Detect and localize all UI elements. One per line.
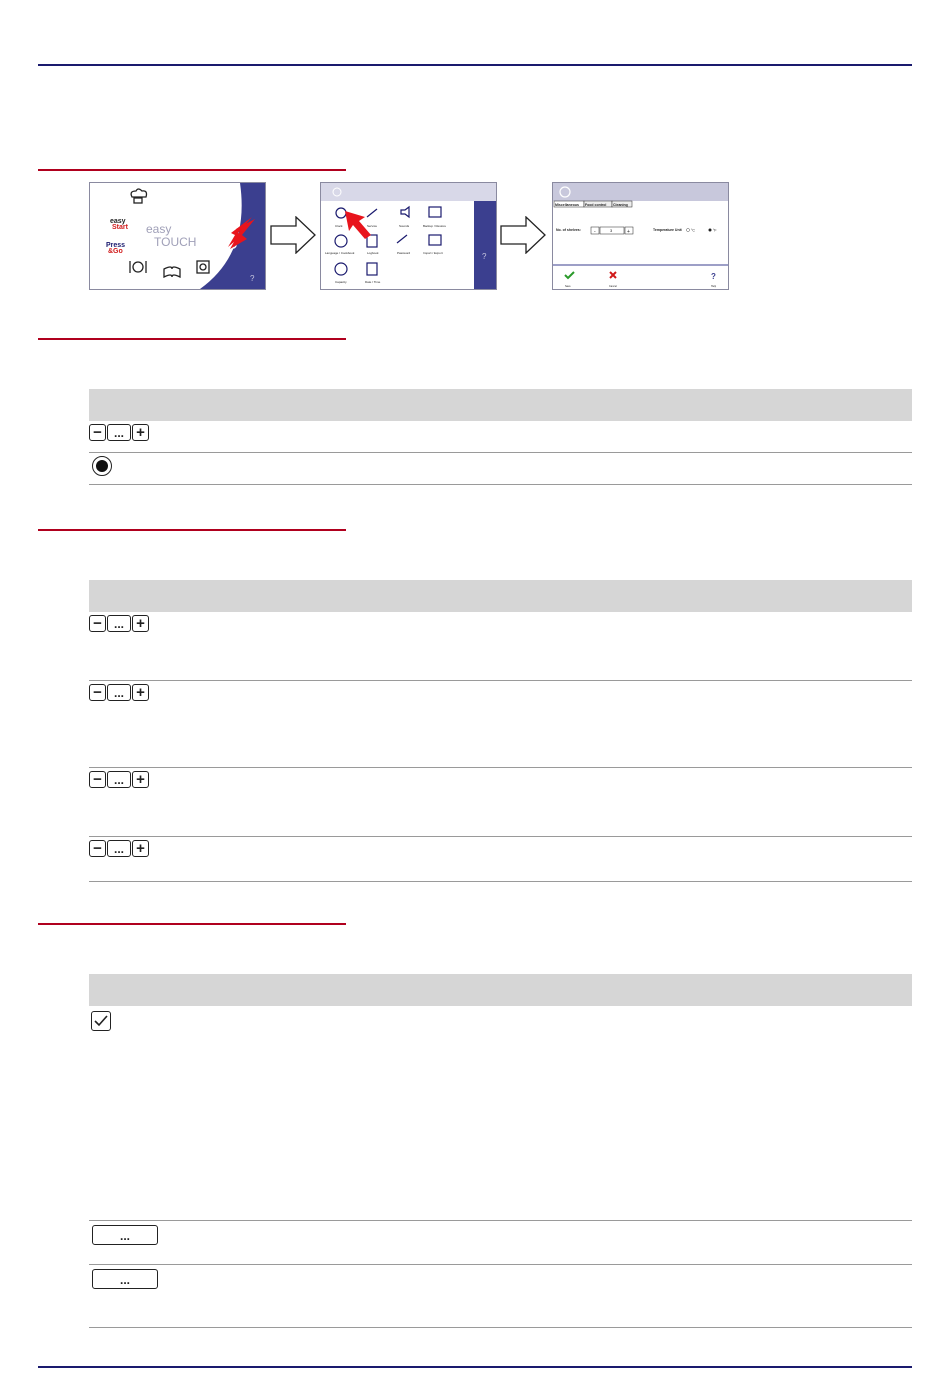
settings-screen-graphic	[321, 183, 496, 289]
settings-card-icon	[197, 261, 209, 273]
language-icon	[335, 235, 347, 247]
settings-item-sounds: Sounds	[399, 224, 410, 228]
dots-button[interactable]: ...	[92, 1269, 158, 1289]
plate-icon	[130, 261, 146, 273]
table-row	[89, 453, 912, 485]
value-stepper[interactable]	[89, 771, 149, 788]
logo-touch: TOUCH	[154, 235, 197, 249]
minus-icon[interactable]: −	[89, 615, 106, 632]
misc-help: Help	[711, 285, 717, 288]
misc-tab-food-control: Food control	[585, 203, 607, 207]
value-stepper[interactable]	[89, 840, 149, 857]
password-icon	[397, 235, 407, 243]
settings-item-capacity: Capacity	[335, 280, 347, 284]
capacity-icon	[335, 263, 347, 275]
clock-icon	[336, 208, 346, 218]
section-rule-1	[38, 169, 346, 171]
misc-shelves-value: 3	[610, 228, 613, 233]
book-icon	[164, 267, 180, 277]
easy-start-label-2: Start	[112, 224, 128, 231]
sounds-icon	[401, 207, 409, 217]
table-row	[89, 1221, 912, 1265]
table-row	[89, 1006, 912, 1221]
settings-item-logbook: Logbook	[367, 251, 379, 255]
table-row	[89, 837, 912, 882]
flow-arrow-icon	[270, 216, 316, 254]
shelves-stepper[interactable]	[89, 424, 149, 441]
plus-icon[interactable]: +	[132, 684, 149, 701]
misc-shelves-label: No. of shelves:	[556, 228, 581, 232]
date-time-icon	[367, 263, 377, 275]
section-rule-4	[38, 923, 346, 925]
bottom-rule	[38, 1366, 912, 1368]
value-stepper[interactable]	[89, 684, 149, 701]
dots-button[interactable]: ...	[92, 1225, 158, 1245]
table-3	[89, 974, 912, 1328]
logo-easy: easy	[146, 222, 172, 236]
home-screen-thumbnail	[89, 182, 266, 290]
value-stepper[interactable]	[89, 615, 149, 632]
table-row	[89, 768, 912, 837]
value-field[interactable]: ...	[107, 424, 131, 441]
chef-hat-icon	[131, 189, 146, 203]
value-field[interactable]: ...	[107, 615, 131, 632]
home-screen-graphic	[90, 183, 265, 289]
settings-help: ?	[482, 252, 487, 261]
misc-unit-c: °C	[691, 228, 695, 233]
check-icon	[94, 1015, 108, 1027]
section-rule-3	[38, 529, 346, 531]
section-rule-2	[38, 338, 346, 340]
top-rule	[38, 64, 912, 66]
table-header	[89, 974, 912, 1006]
plus-icon[interactable]: +	[132, 840, 149, 857]
table-2	[89, 580, 912, 882]
misc-minus: -	[594, 229, 596, 235]
flow-arrow-icon	[500, 216, 546, 254]
misc-settings-thumbnail	[552, 182, 729, 290]
plus-icon[interactable]: +	[132, 424, 149, 441]
misc-temp-unit-label: Temperature Unit	[653, 228, 682, 232]
settings-item-language: Language / Cookbook	[325, 251, 355, 255]
settings-screen-thumbnail	[320, 182, 497, 290]
press-go-label-2: &Go	[108, 248, 123, 255]
home-help: ?	[250, 274, 255, 283]
value-field[interactable]: ...	[107, 771, 131, 788]
misc-cancel: Cancel	[609, 285, 617, 288]
table-header	[89, 580, 912, 612]
import-export-icon	[429, 235, 441, 245]
press-go-label-1: Press	[106, 242, 126, 249]
table-row	[89, 421, 912, 453]
cancel-x-icon	[610, 272, 616, 278]
plus-icon[interactable]: +	[132, 771, 149, 788]
backup-icon	[429, 207, 441, 217]
settings-item-clock: Clock	[335, 224, 343, 228]
minus-icon[interactable]: −	[89, 424, 106, 441]
table-row	[89, 681, 912, 768]
misc-plus: +	[627, 229, 630, 235]
plus-icon[interactable]: +	[132, 615, 149, 632]
misc-tab-cleaning: Cleaning	[613, 203, 628, 207]
value-field[interactable]: ...	[107, 684, 131, 701]
table-row	[89, 612, 912, 681]
minus-icon[interactable]: −	[89, 771, 106, 788]
misc-settings-graphic	[553, 183, 728, 289]
table-header	[89, 389, 912, 421]
minus-icon[interactable]: −	[89, 684, 106, 701]
settings-item-backup: Backup / Restore	[423, 224, 447, 228]
misc-unit-f: °F	[713, 228, 717, 233]
settings-item-datetime: Date / Time	[365, 280, 381, 284]
table-1	[89, 389, 912, 485]
minus-icon[interactable]: −	[89, 840, 106, 857]
checkbox-icon[interactable]	[91, 1011, 111, 1031]
settings-item-import: Import / Export	[423, 251, 443, 255]
help-icon: ?	[711, 272, 716, 281]
table-row	[89, 1265, 912, 1328]
easy-start-label-1: easy	[110, 218, 126, 225]
misc-tab-miscellaneous: Miscellaneous	[555, 203, 579, 207]
value-field[interactable]: ...	[107, 840, 131, 857]
settings-item-password: Password	[397, 251, 411, 255]
radio-button-icon[interactable]	[92, 456, 112, 476]
save-check-icon	[565, 272, 574, 278]
logbook-icon	[367, 235, 377, 247]
settings-item-service: Service	[367, 224, 378, 228]
misc-save: Save	[565, 285, 571, 288]
service-icon	[367, 209, 377, 217]
